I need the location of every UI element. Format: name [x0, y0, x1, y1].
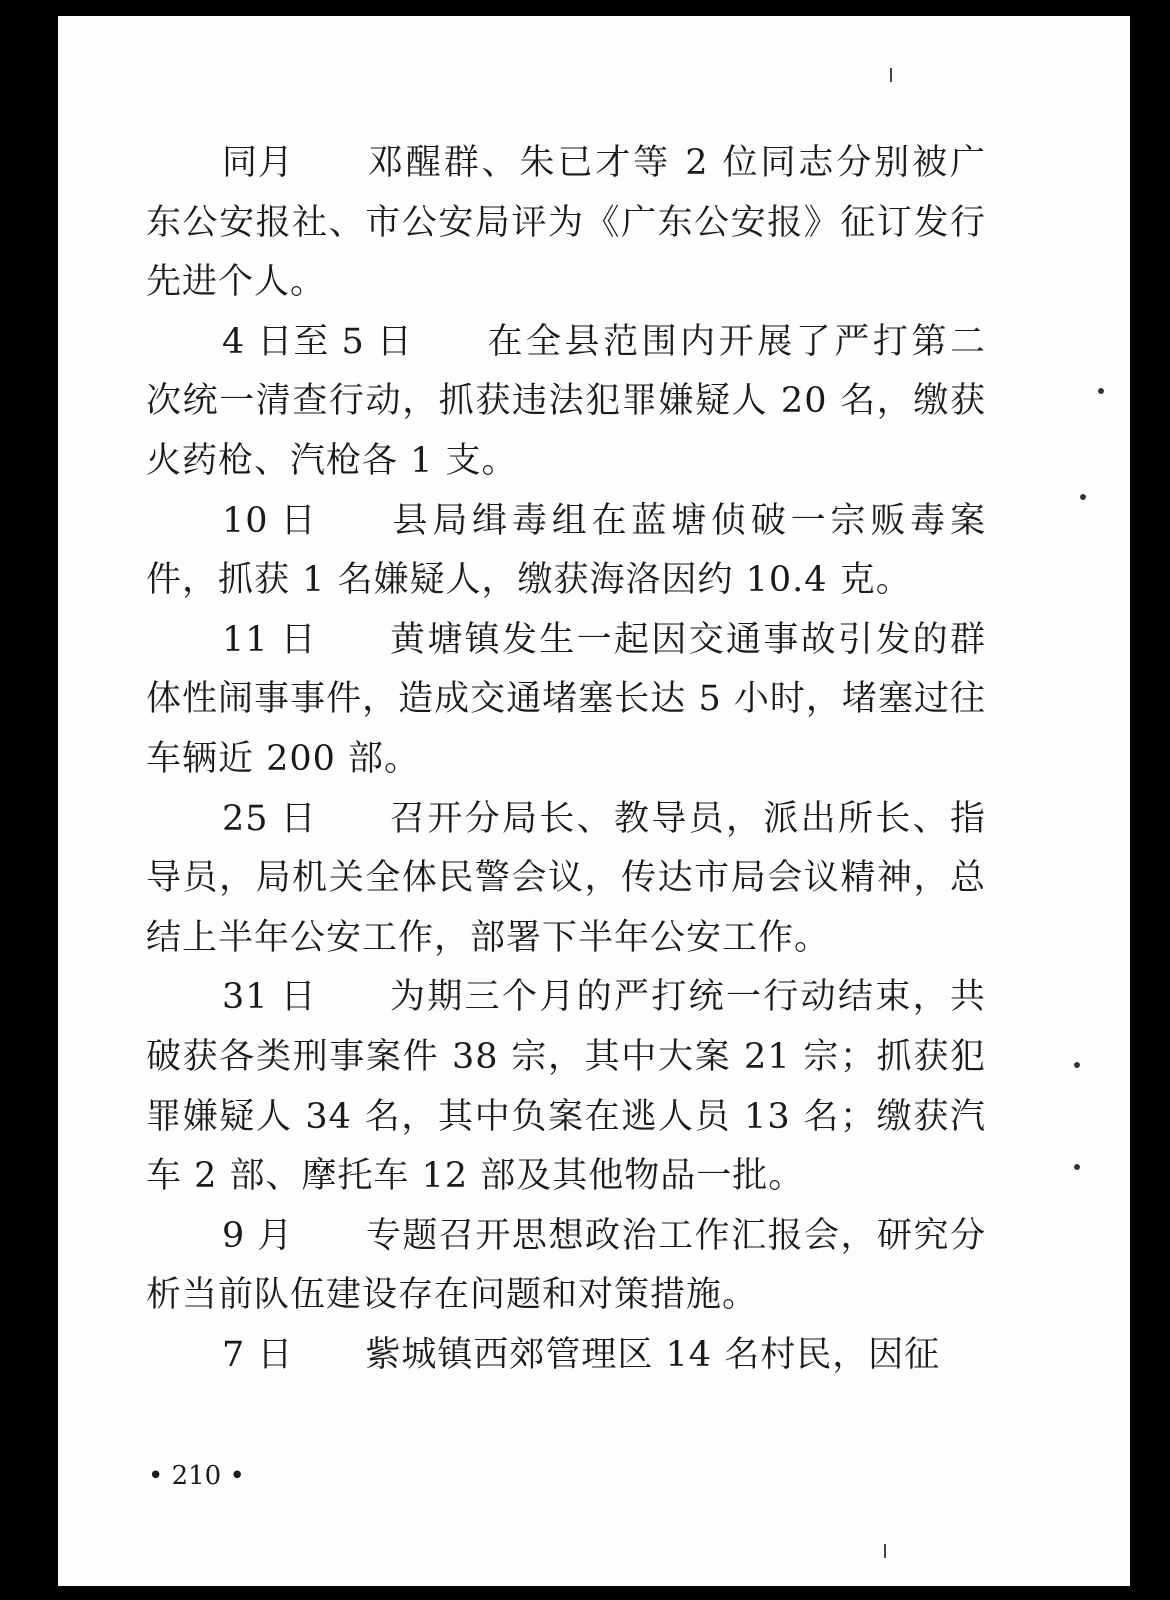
entry-text: 紫城镇西郊管理区 14 名村民，因征	[365, 1334, 941, 1375]
entry-date: 31 日	[222, 977, 317, 1018]
entry-date: 25 日	[222, 798, 317, 839]
chronicle-text	[146, 134, 986, 1385]
entry-date: 7 日	[222, 1334, 294, 1375]
entry-date: 9 月	[222, 1215, 294, 1256]
entry-date: 11 日	[222, 619, 317, 660]
entry-date: 4 日至 5 日	[222, 321, 413, 362]
chronicle-entry	[146, 1326, 986, 1386]
entry-text: 专题召开思想政治工作汇报会，研究分析当前队伍建设存在问题和对策措施。	[146, 1215, 986, 1316]
entry-text: 黄塘镇发生一起因交通事故引发的群体性闹事事件，造成交通堵塞长达 5 小时，堵塞过往车辆近 200 部。	[146, 619, 986, 779]
page-number: • 210 •	[148, 1461, 245, 1491]
scan-speck	[1098, 388, 1104, 394]
chronicle-entry	[146, 611, 986, 790]
document-page	[58, 16, 1130, 1586]
entry-date: 10 日	[222, 500, 317, 541]
chronicle-entry	[146, 313, 986, 492]
entry-text: 在全县范围内开展了严打第二次统一清查行动，抓获违法犯罪嫌疑人 20 名，缴获火药枪、汽枪各 1 支。	[146, 321, 986, 481]
chronicle-entry	[146, 790, 986, 969]
scan-speck	[1080, 494, 1086, 500]
chronicle-entry	[146, 492, 986, 611]
entry-date: 同月	[222, 143, 295, 183]
scan-speck	[1074, 1164, 1080, 1170]
scan-mark	[884, 1544, 886, 1558]
entry-text: 县局缉毒组在蓝塘侦破一宗贩毒案件，抓获 1 名嫌疑人，缴获海洛因约 10.4 克。	[146, 500, 986, 601]
scan-mark	[890, 68, 892, 82]
entry-text: 为期三个月的严打统一行动结束，共破获各类刑事案件 38 宗，其中大案 21 宗；抓获犯罪嫌疑人 34 名，其中负案在逃人员 13 名；缴获汽车 2 部、摩托车 12 部及其他物品一批。	[146, 977, 986, 1197]
chronicle-entry	[146, 1207, 986, 1326]
scan-speck	[1074, 1062, 1080, 1068]
chronicle-entry	[146, 968, 986, 1206]
chronicle-entry	[146, 134, 986, 313]
entry-text: 邓醒群、朱已才等 2 位同志分别被广东公安报社、市公安局评为《广东公安报》征订发行先进个人。	[146, 143, 986, 303]
entry-text: 召开分局长、教导员，派出所长、指导员，局机关全体民警会议，传达市局会议精神，总结上半年公安工作，部署下半年公安工作。	[146, 798, 986, 958]
